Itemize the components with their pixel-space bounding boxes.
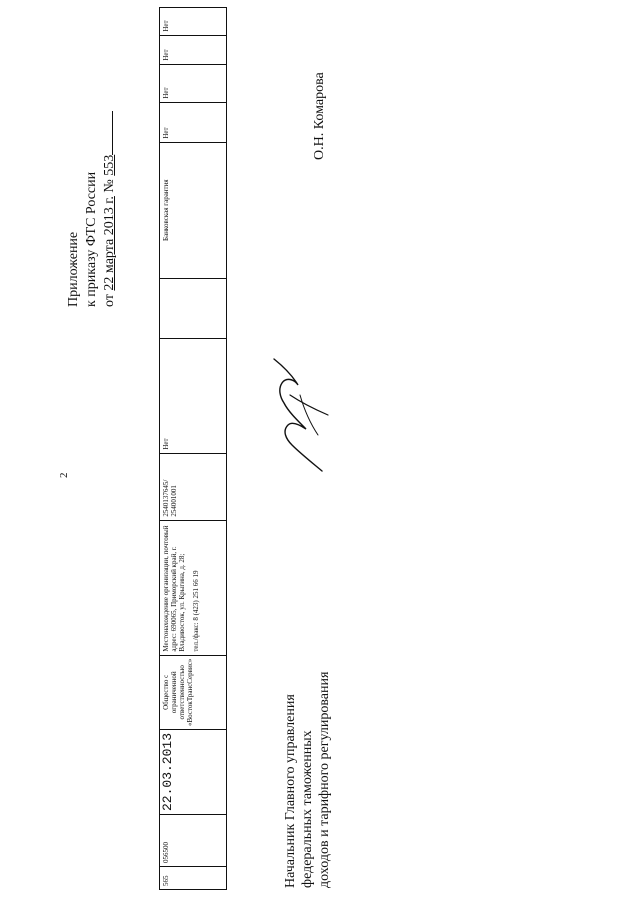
signer-title-line1: Начальник Главного управления (283, 694, 298, 888)
cell-code: 056500 (160, 815, 227, 867)
handwritten-signature (270, 355, 330, 475)
appendix-date-prefix: от (102, 294, 117, 307)
cell-number: 565 (160, 867, 227, 890)
cell-col6: Нет (160, 338, 227, 453)
cell-col9: Нет (160, 102, 227, 142)
cell-inn-kpp: 2540137645/ 254001001 (160, 453, 227, 520)
appendix-header (65, 111, 119, 307)
cell-address (160, 520, 227, 655)
cell-col10: Нет (160, 64, 227, 102)
cell-col8: Банковская гарантия (160, 142, 227, 278)
page-number: 2 (58, 472, 70, 478)
cell-col11: Нет (160, 35, 227, 64)
cell-organization: Общество с ограниченной ответственностью «ВостокТрансСервис» (160, 655, 227, 729)
phone-text: тел./факс: 8 (423) 251 66 19 (192, 570, 200, 652)
appendix-order-ref: к приказу ФТС России (84, 171, 99, 307)
register-table (159, 7, 227, 890)
cell-date: 22.03.2013 (160, 729, 227, 814)
appendix-title: Приложение (66, 231, 81, 307)
appendix-date: 22 марта 2013 г. (102, 196, 117, 291)
underline-rule (102, 111, 113, 155)
signer-title-line2: федеральных таможенных (300, 730, 315, 888)
signer-name: О.Н. Комарова (312, 72, 327, 160)
address-text: Местонахождение организации, почтовый адрес: 690065, Приморский край, г. Владивосток, ул. Крыгина, д. 28; (162, 525, 186, 652)
signer-block (282, 672, 333, 888)
appendix-date-line (101, 111, 119, 307)
table-row (160, 7, 227, 889)
cell-col12: Нет (160, 7, 227, 35)
appendix-number: 553 (102, 154, 117, 176)
signer-title-line3: доходов и тарифного регулирования (317, 671, 332, 888)
appendix-number-label: № (102, 179, 117, 193)
cell-col7 (160, 278, 227, 338)
